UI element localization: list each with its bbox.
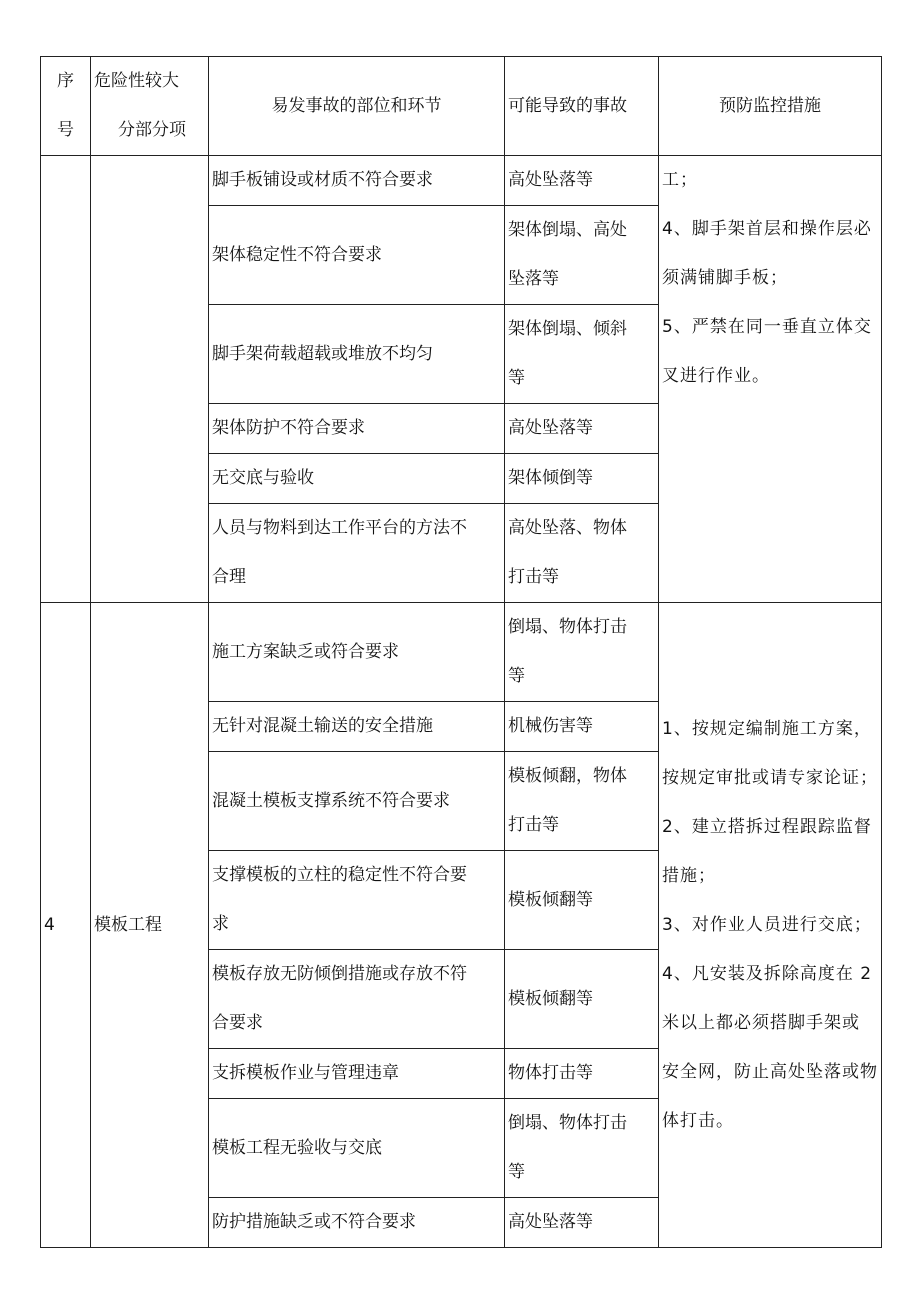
accident-cell [505, 504, 659, 603]
hazard-cell [209, 404, 505, 454]
measures-cell [659, 603, 882, 1248]
accident-cell [505, 950, 659, 1049]
accident-line: 等 [508, 368, 525, 388]
accident-cell [505, 1099, 659, 1198]
measure-line: 4、凡安装及拆除高度在 2 [662, 963, 873, 984]
hazard-line: 施工方案缺乏或符合要求 [212, 641, 399, 662]
accident-cell [505, 1049, 659, 1099]
header-num [41, 57, 91, 156]
hazard-cell [209, 454, 505, 504]
accident-line: 架体倒塌、倾斜 [508, 319, 627, 339]
hazard-line: 模板存放无防倾倒措施或存放不符 [212, 964, 467, 984]
measure-line: 措施； [662, 865, 716, 886]
accident-line: 模板倾翻，物体 [508, 766, 627, 786]
hazard-cell [209, 156, 505, 206]
hazard-line: 架体稳定性不符合要求 [212, 244, 382, 265]
measure-line: 3、对作业人员进行交底； [662, 914, 872, 935]
header-category-line: 危险性较大 [94, 71, 179, 91]
accident-cell [505, 156, 659, 206]
measure-line: 体打击。 [662, 1110, 734, 1131]
section-number [41, 156, 91, 603]
accident-line: 模板倾翻等 [508, 988, 593, 1009]
accident-line: 架体倾倒等 [508, 468, 593, 488]
accident-cell [505, 206, 659, 305]
accident-line: 模板倾翻等 [508, 889, 593, 910]
accident-cell [505, 851, 659, 950]
header-measures: 预防监控措施 [659, 57, 882, 156]
hazard-cell [209, 950, 505, 1049]
hazard-cell [209, 1198, 505, 1248]
section-number: 4 [41, 603, 91, 1248]
hazard-line: 混凝土模板支撑系统不符合要求 [212, 790, 450, 811]
accident-line: 打击等 [508, 815, 559, 835]
accident-cell [505, 603, 659, 702]
hazard-line: 脚手板铺设或材质不符合要求 [212, 170, 433, 190]
accident-cell [505, 404, 659, 454]
hazard-cell [209, 752, 505, 851]
hazard-line: 求 [212, 914, 229, 934]
hazard-line: 人员与物料到达工作平台的方法不 [212, 518, 467, 538]
hazard-line: 架体防护不符合要求 [212, 418, 365, 438]
hazard-cell [209, 851, 505, 950]
accident-line: 高处坠落、物体 [508, 518, 627, 538]
header-num-line: 号 [57, 120, 74, 140]
accident-line: 等 [508, 666, 525, 686]
measure-line: 须满铺脚手板； [662, 268, 788, 288]
accident-line: 倒塌、物体打击 [508, 1113, 627, 1133]
accident-line: 等 [508, 1162, 525, 1182]
hazard-line: 防护措施缺乏或不符合要求 [212, 1212, 416, 1232]
header-accident: 可能导致的事故 [505, 57, 659, 156]
accident-line: 高处坠落等 [508, 418, 593, 438]
hazard-cell [209, 1099, 505, 1198]
table-row [41, 603, 882, 702]
measure-line: 2、建立搭拆过程跟踪监督 [662, 816, 872, 837]
accident-line: 机械伤害等 [508, 716, 593, 736]
hazard-line: 支拆模板作业与管理违章 [212, 1063, 399, 1083]
measure-line: 1、按规定编制施工方案， [662, 718, 872, 739]
accident-line: 打击等 [508, 567, 559, 587]
header-row [41, 57, 882, 156]
hazard-line: 支撑模板的立柱的稳定性不符合要 [212, 865, 467, 885]
measures-cell [659, 156, 882, 603]
header-category-line: 分部分项 [118, 120, 186, 140]
header-category [91, 57, 209, 156]
accident-line: 高处坠落等 [508, 1212, 593, 1232]
accident-line: 倒塌、物体打击 [508, 617, 627, 637]
header-num-line: 序 [57, 71, 74, 91]
table-row [41, 156, 882, 206]
accident-cell [505, 454, 659, 504]
measure-line: 5、严禁在同一垂直立体交 [662, 317, 872, 337]
accident-cell [505, 1198, 659, 1248]
hazard-cell [209, 206, 505, 305]
hazard-cell [209, 702, 505, 752]
hazard-cell [209, 1049, 505, 1099]
accident-line: 坠落等 [508, 269, 559, 289]
section-category: 模板工程 [91, 603, 209, 1248]
hazard-line: 合理 [212, 567, 246, 587]
hazard-cell [209, 603, 505, 702]
accident-cell [505, 702, 659, 752]
accident-line: 物体打击等 [508, 1063, 593, 1083]
header-hazard: 易发事故的部位和环节 [209, 57, 505, 156]
measure-line: 米以上都必须搭脚手架或 [662, 1012, 860, 1033]
hazard-table [40, 56, 882, 1248]
accident-line: 高处坠落等 [508, 170, 593, 190]
hazard-line: 合要求 [212, 1013, 263, 1033]
accident-line: 架体倒塌、高处 [508, 220, 627, 240]
hazard-line: 模板工程无验收与交底 [212, 1137, 382, 1158]
measure-line: 4、脚手架首层和操作层必 [662, 219, 872, 239]
hazard-line: 无针对混凝土输送的安全措施 [212, 716, 433, 736]
hazard-line: 无交底与验收 [212, 468, 314, 488]
accident-cell [505, 305, 659, 404]
section-category [91, 156, 209, 603]
measure-line: 叉进行作业。 [662, 366, 770, 386]
measure-line: 按规定审批或请专家论证； [662, 767, 878, 788]
accident-cell [505, 752, 659, 851]
measure-line: 工； [662, 170, 698, 190]
hazard-cell [209, 504, 505, 603]
hazard-cell [209, 305, 505, 404]
measure-line: 安全网，防止高处坠落或物 [662, 1061, 878, 1082]
hazard-line: 脚手架荷载超载或堆放不均匀 [212, 343, 433, 364]
